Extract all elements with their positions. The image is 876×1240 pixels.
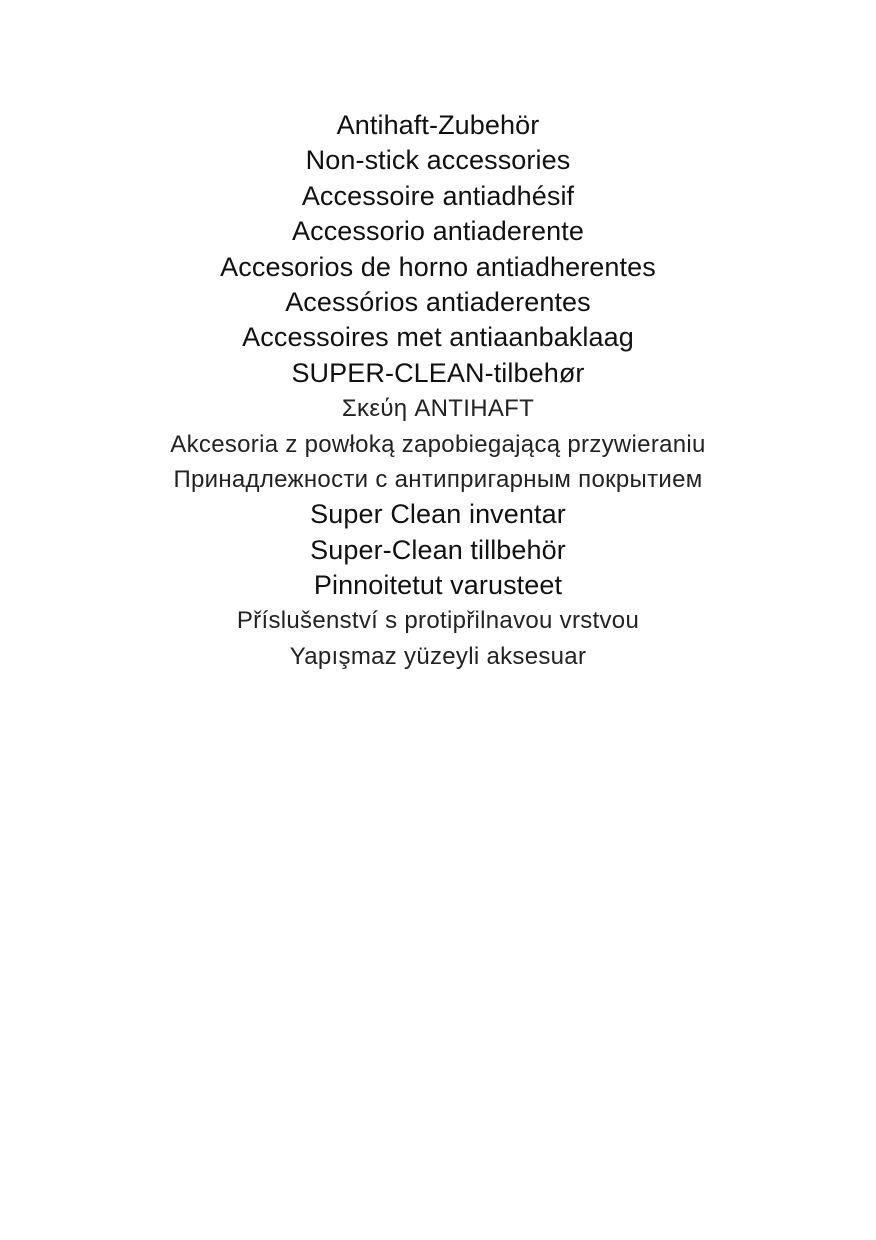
title-line-de: Antihaft-Zubehör [336, 110, 540, 140]
title-line-sv: Super-Clean tillbehör [310, 534, 566, 565]
title-line-no: Super Clean inventar [310, 499, 566, 530]
title-line-ru: Принадлежности с антипригарным покрытием [173, 465, 703, 493]
title-line-en: Non-stick accessories [305, 145, 571, 176]
title-line-da: SUPER-CLEAN-tilbehør [291, 357, 585, 388]
title-line-fr: Accessoire antiadhésif [301, 180, 575, 211]
title-line-fi: Pinnoitetut varusteet [313, 570, 563, 601]
title-line-nl: Accessoires met antiaanbaklaag [242, 322, 634, 353]
multilingual-title-list [0, 108, 876, 674]
title-line-it: Accessorio antiaderente [292, 216, 584, 247]
title-line-cs: Příslušenství s protipřilnavou vrstvou [236, 607, 640, 635]
title-line-pl: Akcesoria z powłoką zapobiegającą przywieraniu [170, 430, 706, 458]
title-line-es: Accesorios de horno antiadherentes [220, 251, 656, 282]
title-line-el: Σκεύη ANTIHAFT [341, 395, 535, 423]
title-line-tr: Yapışmaz yüzeyli aksesuar [289, 642, 587, 670]
title-line-pt: Acessórios antiaderentes [285, 286, 591, 317]
